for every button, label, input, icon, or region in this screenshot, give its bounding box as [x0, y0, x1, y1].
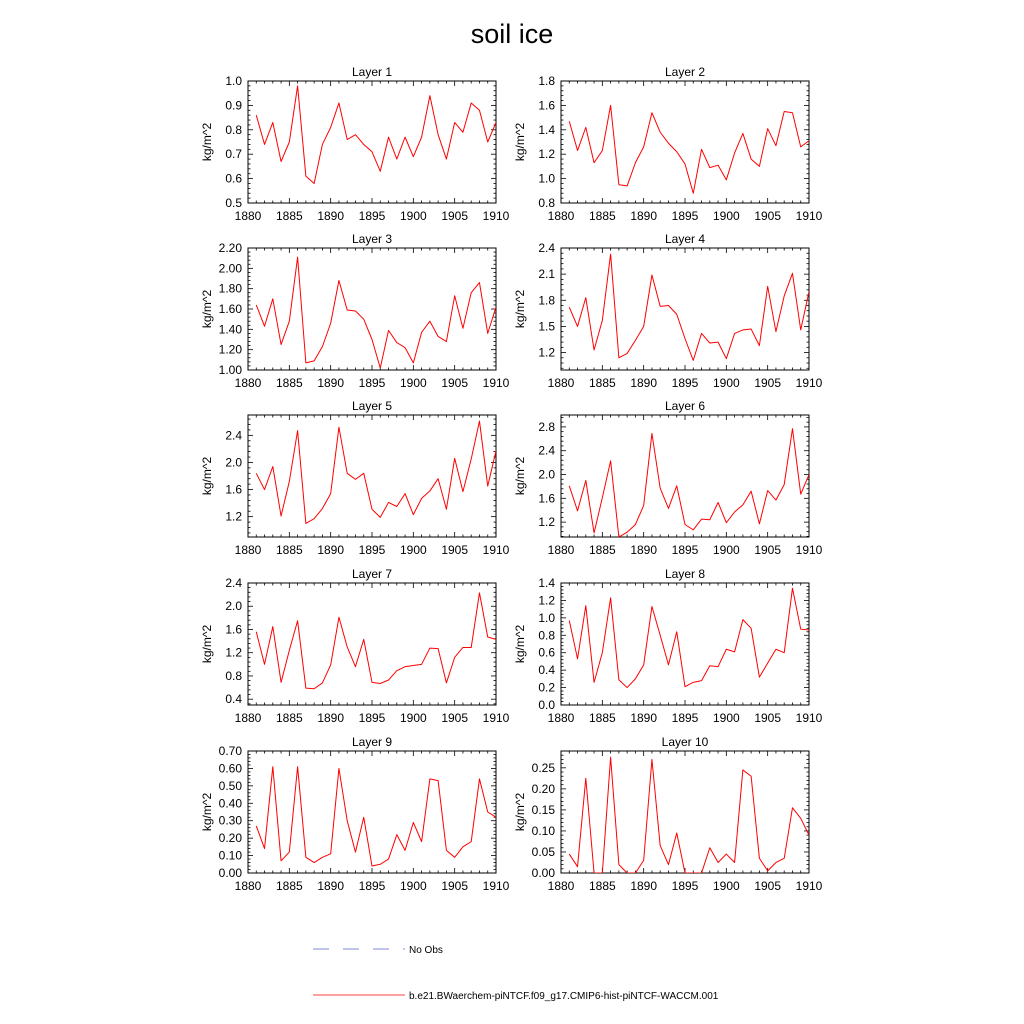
x-tick-label: 1885	[588, 711, 616, 725]
series-line	[256, 257, 496, 368]
y-tick-label: 1.80	[218, 281, 242, 296]
panel-title: Layer 2	[664, 65, 706, 79]
y-axis-label: kg/m^2	[200, 456, 214, 496]
x-tick-label: 1890	[317, 543, 345, 557]
x-tick-label: 1900	[399, 376, 427, 390]
y-tick-label: 0.6	[538, 645, 555, 660]
x-tick-label: 1905	[441, 711, 469, 725]
panel-title: Layer 4	[664, 232, 706, 246]
series-line	[256, 593, 496, 689]
x-tick-label: 1885	[275, 543, 303, 557]
y-tick-label: 0.20	[531, 781, 555, 796]
plot-frame	[248, 583, 496, 705]
x-tick-label: 1910	[482, 543, 510, 557]
legend	[313, 945, 719, 1002]
plot-frame	[248, 81, 496, 203]
y-tick-label: 1.4	[538, 576, 555, 590]
panel-title: Layer 3	[351, 232, 393, 246]
x-tick-label: 1905	[754, 376, 782, 390]
y-tick-label: 1.2	[225, 645, 242, 660]
x-tick-label: 1895	[671, 209, 699, 223]
y-tick-label: 1.6	[225, 482, 242, 497]
x-tick-label: 1885	[588, 879, 616, 893]
series-line	[569, 757, 809, 873]
y-tick-label: 1.0	[225, 74, 242, 88]
x-tick-label: 1890	[630, 711, 658, 725]
y-tick-label: 0.8	[538, 196, 555, 210]
x-tick-label: 1900	[712, 543, 740, 557]
series-line	[256, 767, 496, 866]
x-tick-label: 1880	[547, 209, 575, 223]
x-tick-label: 1895	[358, 543, 386, 557]
x-tick-label: 1880	[234, 879, 262, 893]
y-tick-label: 0.05	[531, 844, 555, 859]
y-tick-label: 0.2	[538, 680, 555, 695]
panel-title: Layer 5	[351, 399, 393, 413]
x-tick-label: 1895	[671, 376, 699, 390]
chart-panel	[200, 65, 510, 223]
chart-panel	[513, 567, 823, 725]
x-tick-label: 1890	[317, 209, 345, 223]
panel-title: Layer 9	[351, 735, 393, 749]
y-tick-label: 1.60	[218, 302, 242, 316]
x-tick-label: 1910	[795, 711, 823, 725]
x-tick-label: 1910	[482, 879, 510, 893]
x-tick-label: 1900	[712, 711, 740, 725]
y-tick-label: 0.8	[225, 668, 242, 683]
y-tick-label: 1.6	[538, 98, 555, 113]
y-axis-label: kg/m^2	[200, 289, 214, 329]
x-tick-label: 1880	[234, 711, 262, 725]
x-tick-label: 1900	[712, 879, 740, 893]
x-tick-label: 1895	[358, 879, 386, 893]
x-tick-label: 1910	[795, 543, 823, 557]
y-tick-label: 0.30	[218, 813, 242, 828]
x-tick-label: 1905	[441, 879, 469, 893]
x-tick-label: 1895	[671, 543, 699, 557]
y-tick-label: 0.25	[531, 760, 555, 775]
y-tick-label: 2.4	[538, 241, 555, 255]
series-line	[569, 429, 809, 537]
chart-panel	[200, 735, 510, 893]
y-axis-label: kg/m^2	[513, 289, 527, 329]
y-tick-label: 1.2	[538, 147, 555, 162]
y-tick-label: 0.4	[538, 663, 555, 678]
y-tick-label: 0.15	[531, 802, 555, 817]
x-tick-label: 1905	[754, 711, 782, 725]
y-axis-label: kg/m^2	[513, 456, 527, 496]
y-axis-label: kg/m^2	[513, 122, 527, 162]
panel-title: Layer 8	[664, 567, 706, 581]
y-tick-label: 1.2	[538, 515, 555, 530]
y-tick-label: 1.6	[225, 622, 242, 637]
y-axis-label: kg/m^2	[200, 624, 214, 664]
y-tick-label: 0.40	[218, 796, 242, 811]
series-line	[569, 254, 809, 360]
y-tick-label: 1.20	[218, 342, 242, 357]
panel-title: Layer 6	[664, 399, 706, 413]
plot-frame	[561, 751, 809, 873]
chart-panel	[200, 567, 510, 725]
chart-panel	[513, 232, 823, 390]
plot-frame	[248, 751, 496, 873]
y-tick-label: 1.6	[538, 491, 555, 506]
x-tick-label: 1890	[317, 376, 345, 390]
x-tick-label: 1885	[588, 376, 616, 390]
chart-panel	[513, 399, 823, 557]
x-tick-label: 1905	[754, 879, 782, 893]
y-tick-label: 2.4	[225, 576, 242, 590]
x-tick-label: 1905	[441, 376, 469, 390]
x-tick-label: 1910	[795, 879, 823, 893]
x-tick-label: 1890	[630, 879, 658, 893]
x-tick-label: 1890	[317, 711, 345, 725]
x-tick-label: 1885	[588, 543, 616, 557]
chart-panel	[200, 399, 510, 557]
x-tick-label: 1905	[441, 543, 469, 557]
y-tick-label: 0.7	[225, 147, 242, 162]
y-tick-label: 0.0	[538, 698, 555, 712]
y-tick-label: 0.60	[218, 761, 242, 776]
x-tick-label: 1910	[795, 376, 823, 390]
chart-panel	[200, 232, 510, 390]
y-tick-label: 0.50	[218, 778, 242, 793]
y-tick-label: 2.20	[218, 241, 242, 255]
x-tick-label: 1880	[547, 543, 575, 557]
y-tick-label: 0.8	[225, 122, 242, 137]
y-tick-label: 2.0	[538, 467, 555, 482]
x-tick-label: 1880	[547, 879, 575, 893]
y-tick-label: 0.00	[218, 866, 242, 880]
x-tick-label: 1905	[754, 209, 782, 223]
x-tick-label: 1885	[275, 711, 303, 725]
chart-panel	[513, 735, 823, 893]
x-tick-label: 1905	[754, 543, 782, 557]
x-tick-label: 1880	[234, 543, 262, 557]
y-tick-label: 0.10	[218, 848, 242, 863]
y-tick-label: 2.4	[538, 443, 555, 458]
x-tick-label: 1900	[399, 711, 427, 725]
y-tick-label: 2.1	[538, 267, 555, 282]
y-tick-label: 0.10	[531, 823, 555, 838]
x-tick-label: 1890	[317, 879, 345, 893]
y-tick-label: 0.4	[225, 692, 242, 707]
y-tick-label: 1.2	[225, 509, 242, 524]
x-tick-label: 1910	[795, 209, 823, 223]
plot-frame	[561, 415, 809, 537]
y-tick-label: 0.5	[225, 196, 242, 210]
x-tick-label: 1880	[234, 209, 262, 223]
chart-panels	[200, 65, 823, 893]
y-tick-label: 1.8	[538, 293, 555, 308]
y-tick-label: 0.6	[225, 171, 242, 186]
x-tick-label: 1880	[547, 376, 575, 390]
panel-title: Layer 10	[661, 735, 709, 749]
x-tick-label: 1910	[482, 209, 510, 223]
y-tick-label: 1.40	[218, 322, 242, 337]
y-tick-label: 1.2	[538, 345, 555, 360]
x-tick-label: 1900	[399, 543, 427, 557]
y-tick-label: 0.9	[225, 98, 242, 113]
x-tick-label: 1885	[275, 209, 303, 223]
y-tick-label: 1.0	[538, 171, 555, 186]
y-tick-label: 2.0	[225, 599, 242, 614]
y-tick-label: 0.8	[538, 628, 555, 643]
y-tick-label: 0.70	[218, 744, 242, 758]
x-tick-label: 1880	[547, 711, 575, 725]
y-tick-label: 1.4	[538, 122, 555, 137]
x-tick-label: 1905	[441, 209, 469, 223]
y-tick-label: 0.20	[218, 831, 242, 846]
x-tick-label: 1910	[482, 376, 510, 390]
legend-model-label: b.e21.BWaerchem-piNTCF.f09_g17.CMIP6-hist-piNTCF-WACCM.001	[409, 991, 719, 1002]
y-tick-label: 1.5	[538, 319, 555, 334]
x-tick-label: 1895	[358, 209, 386, 223]
x-tick-label: 1900	[712, 209, 740, 223]
x-tick-label: 1885	[275, 376, 303, 390]
x-tick-label: 1890	[630, 376, 658, 390]
series-line	[256, 421, 496, 523]
y-tick-label: 1.00	[218, 363, 242, 377]
x-tick-label: 1885	[588, 209, 616, 223]
y-tick-label: 1.8	[538, 74, 555, 88]
x-tick-label: 1895	[358, 376, 386, 390]
panel-title: Layer 7	[351, 567, 393, 581]
chart-panel	[513, 65, 823, 223]
y-axis-label: kg/m^2	[513, 792, 527, 832]
series-line	[256, 86, 496, 184]
y-tick-label: 2.0	[225, 455, 242, 470]
y-tick-label: 2.4	[225, 428, 242, 443]
x-tick-label: 1885	[275, 879, 303, 893]
series-line	[569, 105, 809, 193]
y-tick-label: 2.8	[538, 419, 555, 434]
x-tick-label: 1890	[630, 209, 658, 223]
y-tick-label: 1.2	[538, 593, 555, 608]
x-tick-label: 1890	[630, 543, 658, 557]
x-tick-label: 1895	[358, 711, 386, 725]
y-tick-label: 2.00	[218, 261, 242, 276]
panel-title: Layer 1	[351, 65, 393, 79]
x-tick-label: 1895	[671, 879, 699, 893]
plot-frame	[561, 81, 809, 203]
y-tick-label: 1.0	[538, 610, 555, 625]
figure-title: soil ice	[470, 19, 554, 49]
y-tick-label: 0.00	[531, 866, 555, 880]
series-line	[569, 588, 809, 687]
plot-frame	[248, 248, 496, 370]
x-tick-label: 1900	[712, 376, 740, 390]
x-tick-label: 1895	[671, 711, 699, 725]
y-axis-label: kg/m^2	[200, 792, 214, 832]
x-tick-label: 1900	[399, 879, 427, 893]
y-axis-label: kg/m^2	[513, 624, 527, 664]
x-tick-label: 1880	[234, 376, 262, 390]
x-tick-label: 1910	[482, 711, 510, 725]
x-tick-label: 1900	[399, 209, 427, 223]
legend-no-obs-label: No Obs	[409, 945, 443, 956]
y-axis-label: kg/m^2	[200, 122, 214, 162]
